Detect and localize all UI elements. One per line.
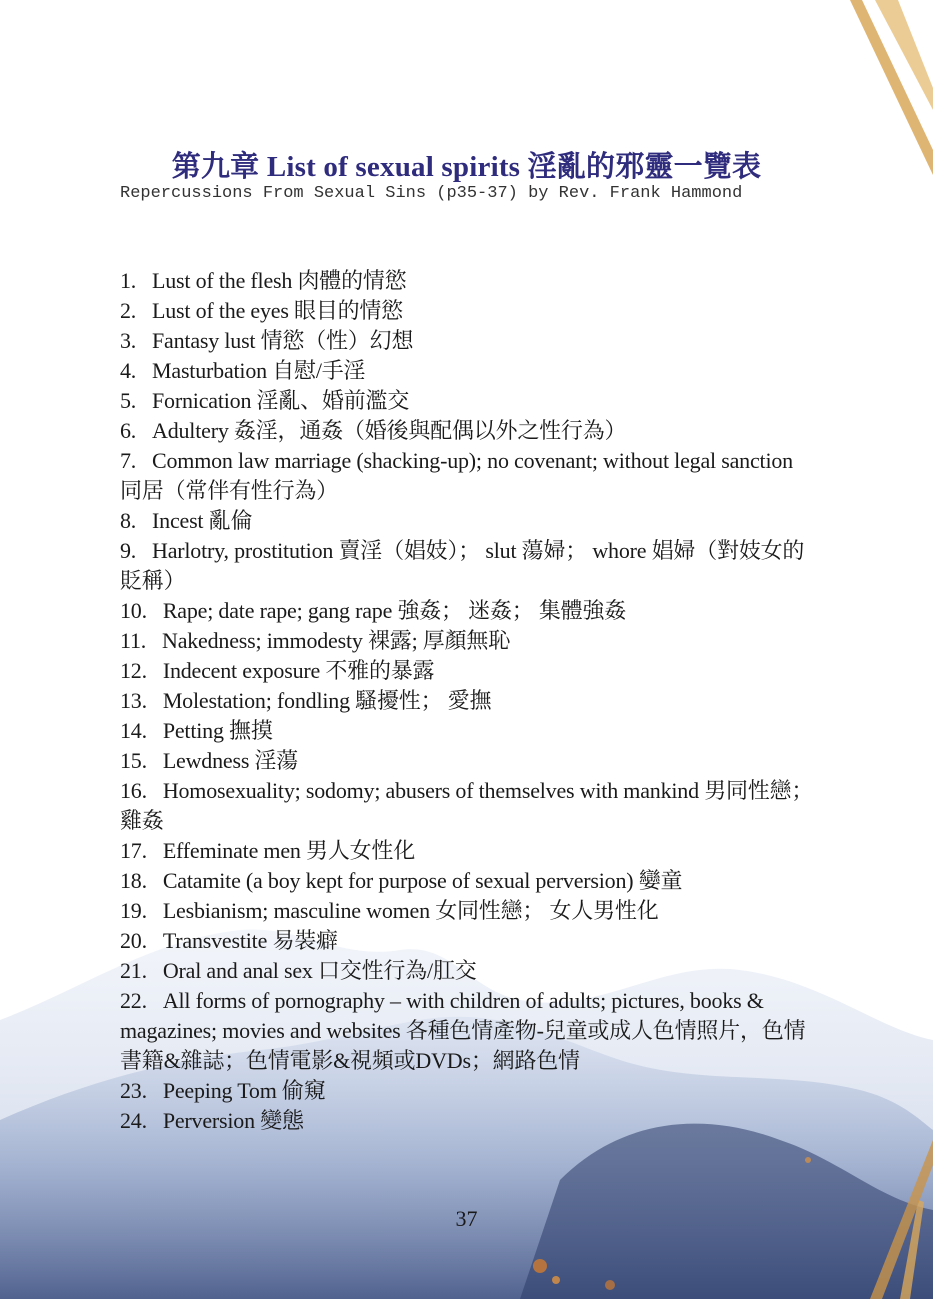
list-item: 7. Common law marriage (shacking-up); no covenant; without legal sanction 同居（常伴有性行為）	[120, 448, 793, 503]
list-item: 10. Rape; date rape; gang rape 強姦； 迷姦； 集體強姦	[120, 598, 627, 623]
list-item: 13. Molestation; fondling 騷擾性； 愛撫	[120, 688, 492, 713]
list-item: 6. Adultery 姦淫，通姦（婚後與配偶以外之性行為）	[120, 418, 627, 443]
list-item: 9. Harlotry, prostitution 賣淫（娼妓）； slut 蕩婦； whore 娼婦（對妓女的貶稱）	[120, 538, 805, 593]
list-item: 14. Petting 撫摸	[120, 718, 273, 743]
list-item: 15. Lewdness 淫蕩	[120, 748, 299, 773]
list-item: 2. Lust of the eyes 眼目的情慾	[120, 298, 404, 323]
chapter-title: 第九章 List of sexual spirits 淫亂的邪靈一覽表	[171, 151, 762, 183]
list-item: 17. Effeminate men 男人女性化	[120, 838, 416, 863]
list-item: 22. All forms of pornography – with children of adults; pictures, books & magazines; movies and websites 各種色情產物-兒童或成人色情照片，色情書籍&雜誌；色情電影&視頻或DVDs；網路色情	[120, 988, 806, 1073]
list-item: 23. Peeping Tom 偷窺	[120, 1078, 326, 1103]
list-item: 8. Incest 亂倫	[120, 508, 253, 533]
list-item: 11. Nakedness; immodesty 裸露; 厚顏無恥	[120, 628, 511, 653]
list-item: 19. Lesbianism; masculine women 女同性戀； 女人男性化	[120, 898, 659, 923]
list-item: 12. Indecent exposure 不雅的暴露	[120, 658, 435, 683]
list-item: 3. Fantasy lust 情慾（性）幻想	[120, 328, 414, 353]
list-item: 1. Lust of the flesh 肉體的情慾	[120, 268, 407, 293]
list-item: 18. Catamite (a boy kept for purpose of sexual perversion) 孌童	[120, 868, 683, 893]
list-item: 16. Homosexuality; sodomy; abusers of themselves with mankind 男同性戀； 雞姦	[120, 778, 814, 833]
list-item: 5. Fornication 淫亂、婚前濫交	[120, 388, 410, 413]
list-item: 4. Masturbation 自慰/手淫	[120, 358, 366, 383]
page-number: 37	[455, 1206, 478, 1231]
list-item: 24. Perversion 變態	[120, 1108, 304, 1133]
spirits-list	[120, 266, 820, 1136]
list-item: 21. Oral and anal sex 口交性行為/肛交	[120, 958, 477, 983]
source-subtitle: Repercussions From Sexual Sins (p35-37) by Rev. Frank Hammond	[120, 184, 743, 203]
list-item: 20. Transvestite 易裝癖	[120, 928, 338, 953]
